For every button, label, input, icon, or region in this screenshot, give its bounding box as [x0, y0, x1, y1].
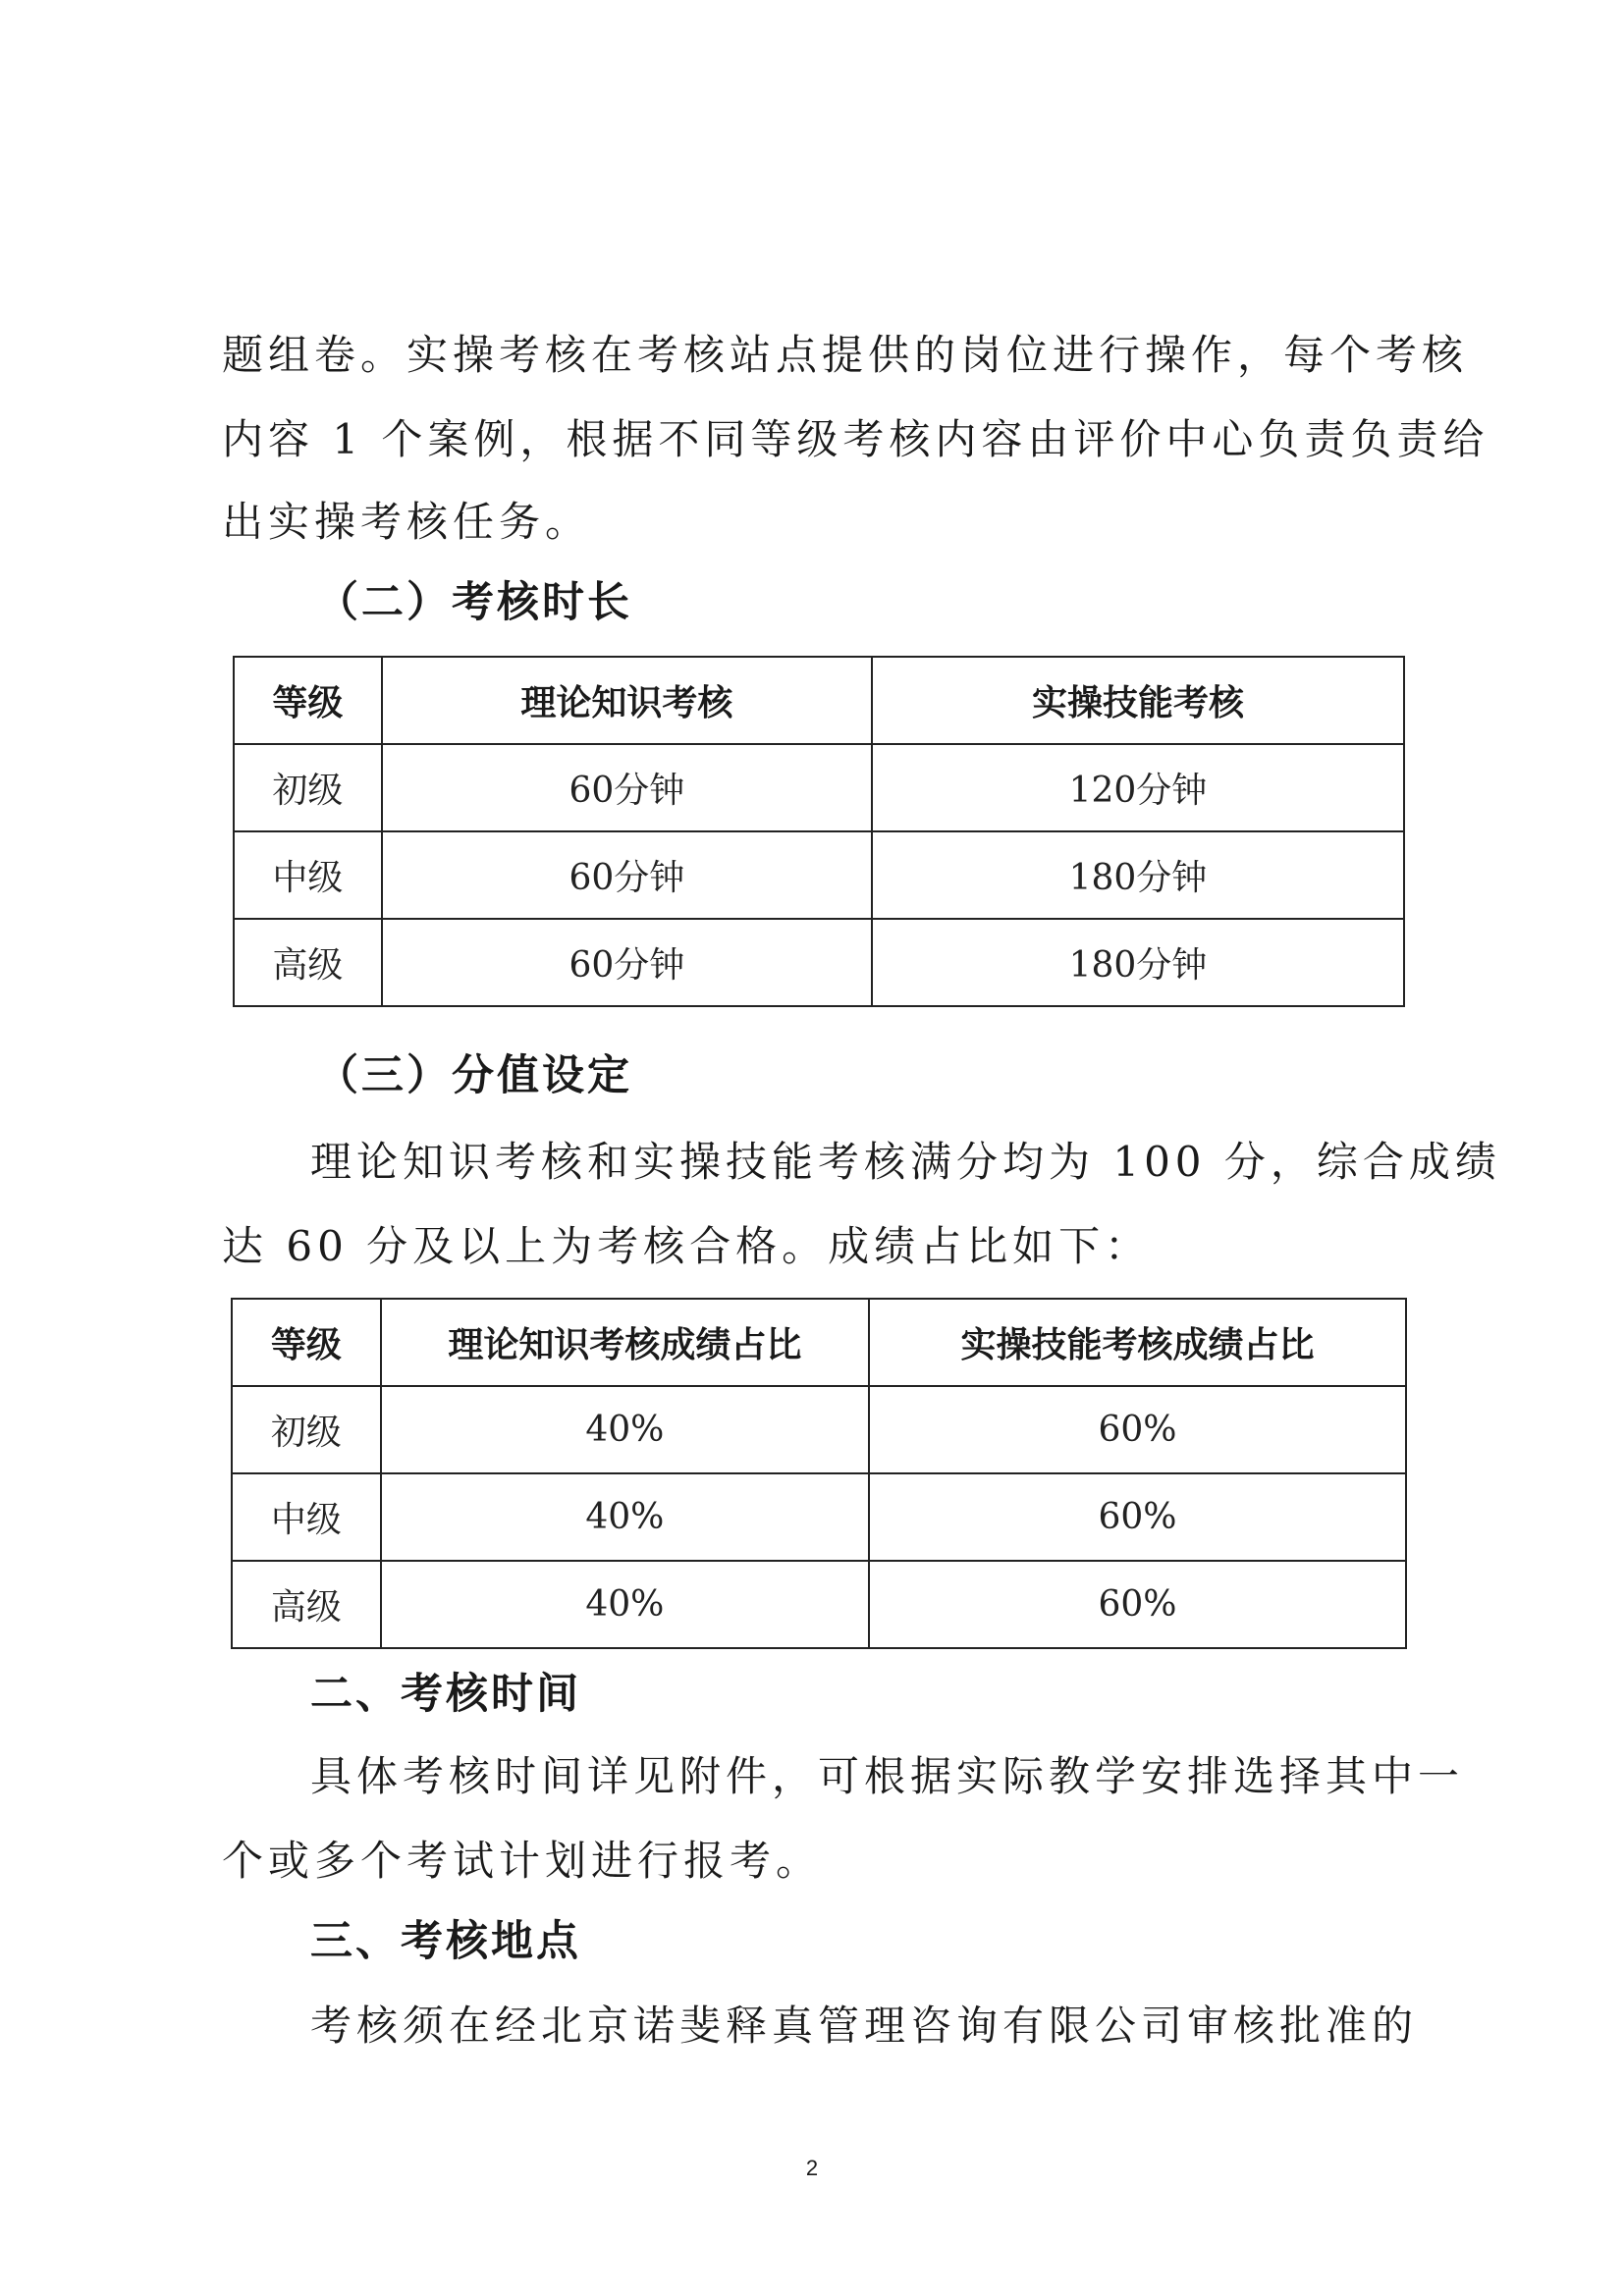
table-cell: 中级 — [234, 831, 382, 919]
time-para-line-1: 具体考核时间详见附件，可根据实际教学安排选择其中一 — [310, 1752, 1465, 1800]
table-row — [234, 744, 1404, 831]
header-cell: 实操技能考核成绩占比 — [869, 1299, 1406, 1386]
table-row — [234, 919, 1404, 1006]
table-row — [234, 831, 1404, 919]
table-cell: 初级 — [234, 744, 382, 831]
table-row — [232, 1473, 1406, 1561]
header-cell: 等级 — [232, 1299, 381, 1386]
table-cell: 120分钟 — [872, 744, 1404, 831]
score-table — [231, 1298, 1407, 1649]
section-heading-place: 三、考核地点 — [310, 1917, 581, 1966]
table-cell: 60分钟 — [382, 744, 872, 831]
page-number: 2 — [805, 2156, 819, 2180]
table-cell: 60% — [869, 1386, 1406, 1473]
table-cell: 中级 — [232, 1473, 381, 1561]
table-row — [232, 1561, 1406, 1648]
table-cell: 60% — [869, 1561, 1406, 1648]
intro-line-2: 内容 1 个案例，根据不同等级考核内容由评价中心负责负责给 — [222, 415, 1489, 463]
table-header-row — [232, 1299, 1406, 1386]
table-cell: 60分钟 — [382, 831, 872, 919]
table-row — [232, 1386, 1406, 1473]
score-para-line-2: 达 60 分及以上为考核合格。成绩占比如下： — [222, 1222, 1152, 1270]
intro-line-1: 题组卷。实操考核在考核站点提供的岗位进行操作，每个考核 — [222, 331, 1469, 379]
section-heading-time: 二、考核时间 — [310, 1670, 581, 1719]
header-cell: 实操技能考核 — [872, 657, 1404, 744]
place-para-line-1: 考核须在经北京诺斐释真管理咨询有限公司审核批准的 — [310, 2002, 1419, 2050]
table-header-row — [234, 657, 1404, 744]
section-heading-duration: （二）考核时长 — [316, 578, 632, 627]
table-cell: 高级 — [232, 1561, 381, 1648]
table-cell: 40% — [381, 1386, 869, 1473]
table-cell: 60% — [869, 1473, 1406, 1561]
intro-line-3: 出实操考核任务。 — [222, 498, 592, 546]
table-cell: 高级 — [234, 919, 382, 1006]
table-cell: 180分钟 — [872, 919, 1404, 1006]
time-para-line-2: 个或多个考试计划进行报考。 — [222, 1837, 823, 1885]
header-cell: 理论知识考核 — [382, 657, 872, 744]
table-cell: 40% — [381, 1473, 869, 1561]
header-cell: 理论知识考核成绩占比 — [381, 1299, 869, 1386]
section-heading-score: （三）分值设定 — [316, 1051, 632, 1100]
table-cell: 60分钟 — [382, 919, 872, 1006]
table-cell: 40% — [381, 1561, 869, 1648]
table-cell: 初级 — [232, 1386, 381, 1473]
score-para-line-1: 理论知识考核和实操技能考核满分均为 100 分，综合成绩 — [310, 1138, 1501, 1186]
header-cell: 等级 — [234, 657, 382, 744]
duration-table — [233, 656, 1405, 1007]
table-cell: 180分钟 — [872, 831, 1404, 919]
